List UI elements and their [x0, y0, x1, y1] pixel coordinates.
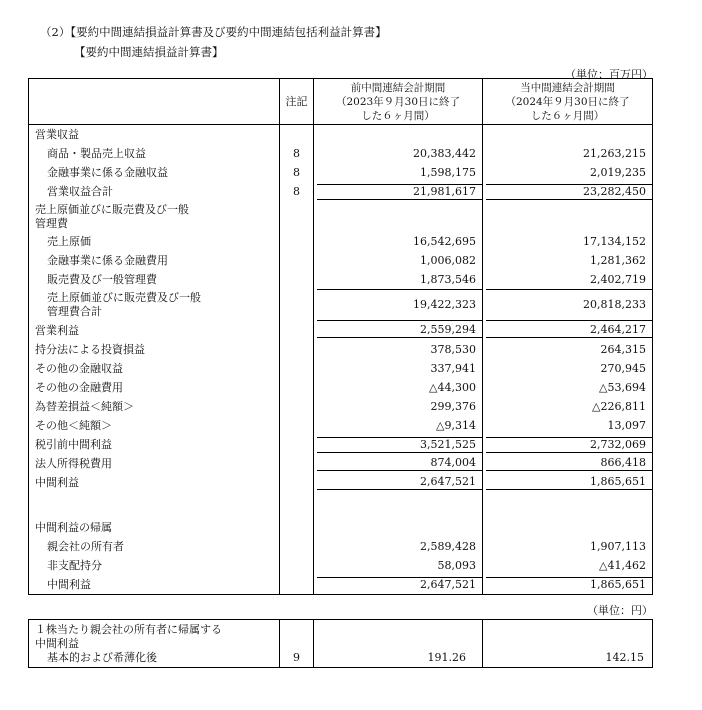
table-row [29, 289, 653, 321]
row-curr-value: 270,945 [600, 361, 646, 375]
row-curr-value: 1,865,651 [486, 577, 652, 592]
header-row [29, 79, 653, 125]
row-label: 売上原価 [29, 232, 280, 251]
header-prev-line1: 前中間連結会計期間 [350, 81, 446, 94]
row-label: 営業利益 [29, 321, 280, 340]
row-label: 商品・製品売上収益 [29, 144, 280, 163]
header-curr-line2: （2024年９月30日に終了 [505, 95, 630, 108]
header-prev-line2: （2023年９月30日に終了 [335, 95, 461, 108]
row-note [280, 416, 314, 435]
row-label: 中間利益の帰属 [29, 518, 280, 537]
row-curr-value: 866,418 [486, 456, 652, 471]
header-curr-line3: した６ヶ月間） [530, 109, 605, 122]
row-label: 税引前中間利益 [29, 435, 280, 454]
row-note [280, 454, 314, 473]
table-row [29, 359, 653, 378]
row-label: 為替差損益＜純額＞ [29, 397, 280, 416]
row-label: 売上原価並びに販売費及び一般管理費 [29, 201, 280, 232]
row-note: 8 [280, 182, 314, 201]
row-note [280, 473, 314, 492]
row-curr-value: △226,811 [592, 399, 646, 413]
row-prev-value: 2,559,294 [317, 323, 482, 338]
row-label: 非支配持分 [29, 556, 280, 575]
row-prev-value: 299,376 [430, 399, 476, 413]
row-curr-value: 1,865,651 [486, 475, 652, 490]
row-prev-value: 337,941 [430, 361, 476, 375]
row-label: 金融事業に係る金融費用 [29, 251, 280, 270]
table-row [29, 537, 653, 556]
table-row [29, 321, 653, 340]
table-row [29, 575, 653, 595]
header-label-cell [29, 79, 280, 125]
row-curr-value: 20,818,233 [486, 289, 652, 321]
row-curr-value: △53,694 [599, 380, 646, 394]
table-row [29, 163, 653, 182]
table-row [29, 144, 653, 163]
row-note [280, 575, 314, 595]
row-curr-value: 1,907,113 [590, 539, 646, 553]
statement-title: 【要約中間連結損益計算書】 [74, 45, 224, 59]
eps-label-line2: 中間利益 [35, 637, 79, 650]
row-curr-value: 23,282,450 [486, 184, 652, 200]
row-curr-value: △41,462 [599, 558, 646, 572]
eps-prev-value: 191.26 [314, 620, 483, 668]
row-prev-value: 19,422,323 [317, 289, 482, 321]
table-row [29, 473, 653, 492]
row-note [280, 556, 314, 575]
table-row [29, 270, 653, 289]
row-prev-value: 16,542,695 [413, 234, 476, 248]
table-row [29, 378, 653, 397]
row-curr-value: 264,315 [600, 342, 646, 356]
row-prev-value: 20,383,442 [413, 146, 476, 160]
row-curr-value: 1,281,362 [590, 253, 646, 267]
row-prev-value: 58,093 [437, 558, 476, 572]
row-label: 営業収益合計 [29, 182, 280, 201]
section-heading: （2）【要約中間連結損益計算書及び要約中間連結包括利益計算書】 [40, 25, 387, 39]
table-row [29, 416, 653, 435]
header-note: 注記 [280, 79, 314, 125]
row-note [280, 359, 314, 378]
header-prev-period [314, 79, 483, 125]
row-label: 法人所得税費用 [29, 454, 280, 473]
row-label: その他の金融費用 [29, 378, 280, 397]
row-label: 持分法による投資損益 [29, 340, 280, 359]
table-row [29, 397, 653, 416]
row-curr-value: 13,097 [607, 418, 646, 432]
row-prev-value: 3,521,525 [317, 437, 482, 453]
table-row [29, 182, 653, 201]
row-note [280, 289, 314, 321]
eps-label-line1: １株当たり親会社の所有者に帰属する [35, 623, 222, 636]
row-curr-value: 2,732,069 [486, 437, 652, 453]
row-prev-value: 874,004 [317, 456, 482, 471]
row-note [280, 537, 314, 556]
row-prev-value: △44,300 [429, 380, 476, 394]
row-label: 中間利益 [29, 575, 280, 595]
table-row [29, 454, 653, 473]
header-curr-line1: 当中間連結会計期間 [520, 81, 615, 94]
income-statement-table [28, 78, 653, 595]
row-note [280, 321, 314, 340]
row-curr-value: 2,464,217 [486, 323, 652, 338]
unit-label: （単位：百万円） [565, 68, 653, 81]
eps-label-line3: 基本的および希薄化後 [47, 651, 157, 664]
eps-label [29, 620, 280, 668]
row-label: 親会社の所有者 [29, 537, 280, 556]
table-row [29, 251, 653, 270]
row-note: 8 [280, 144, 314, 163]
row-note [280, 518, 314, 537]
row-note [280, 232, 314, 251]
row-note [280, 270, 314, 289]
table-row [29, 518, 653, 537]
row-prev-value: △9,314 [436, 418, 476, 432]
row-label: 販売費及び一般管理費 [29, 270, 280, 289]
eps-note: 9 [280, 620, 314, 668]
eps-unit-label: （単位：円） [587, 604, 653, 617]
row-prev-value: 2,647,521 [317, 577, 482, 592]
row-note [280, 251, 314, 270]
row-label: 金融事業に係る金融収益 [29, 163, 280, 182]
spacer-row [29, 492, 653, 518]
eps-table [28, 619, 653, 668]
row-note [280, 435, 314, 454]
table-row [29, 340, 653, 359]
row-prev-value: 2,647,521 [317, 475, 482, 490]
row-curr-value: 2,019,235 [590, 165, 646, 179]
row-note: 8 [280, 163, 314, 182]
row-note [280, 378, 314, 397]
row-prev-value: 378,530 [430, 342, 476, 356]
row-prev-value: 21,981,617 [317, 184, 482, 200]
table-row [29, 556, 653, 575]
header-prev-line3: した６ヶ月間） [361, 109, 435, 122]
row-label: 売上原価並びに販売費及び一般管理費合計 [29, 289, 280, 321]
row-label: 営業収益 [29, 125, 280, 145]
row-prev-value: 1,006,082 [420, 253, 476, 267]
row-curr-value: 17,134,152 [583, 234, 646, 248]
eps-curr-value: 142.15 [483, 620, 653, 668]
row-curr-value: 2,402,719 [590, 272, 646, 286]
header-curr-period [483, 79, 653, 125]
table-row [29, 232, 653, 251]
row-prev-value: 2,589,428 [420, 539, 476, 553]
row-note [280, 201, 314, 232]
row-label: 中間利益 [29, 473, 280, 492]
row-note [280, 397, 314, 416]
table-row [29, 125, 653, 145]
eps-row [29, 620, 653, 668]
row-prev-value: 1,873,546 [420, 272, 476, 286]
row-note [280, 125, 314, 145]
row-curr-value: 21,263,215 [583, 146, 646, 160]
row-note [280, 340, 314, 359]
table-row [29, 201, 653, 232]
table-row [29, 435, 653, 454]
row-prev-value: 1,598,175 [420, 165, 476, 179]
row-label: その他＜純額＞ [29, 416, 280, 435]
row-label: その他の金融収益 [29, 359, 280, 378]
